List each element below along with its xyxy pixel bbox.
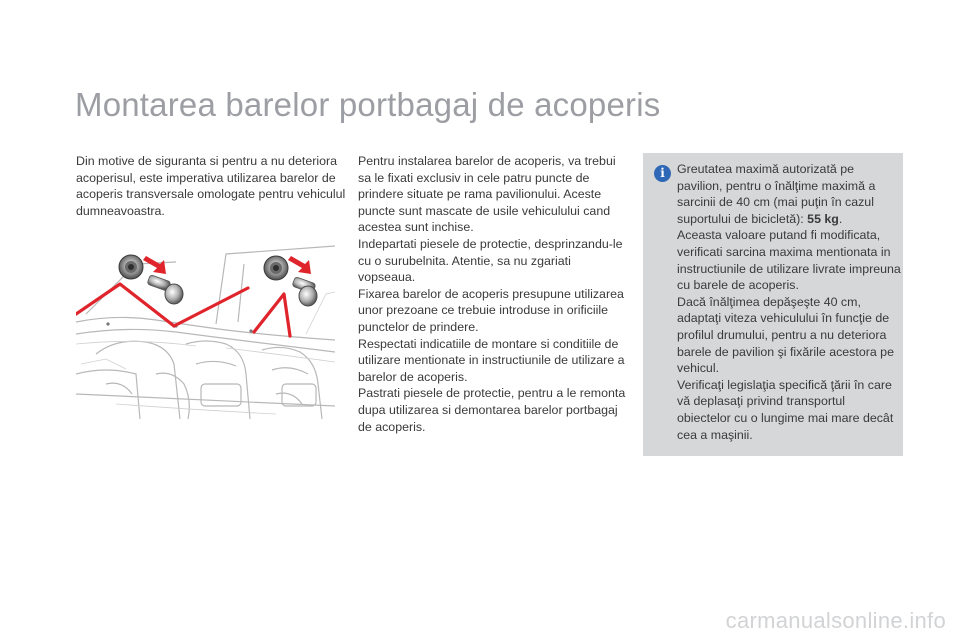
info-paragraph: Dacă înălţimea depăşeşte 40 cm, adaptaţi viteza vehiculului în funcţie de profilul drumului, pentru a nu deteriora barele de pavilion şi fixările acestora pe vehicul.	[677, 294, 894, 376]
instructions-column	[358, 153, 626, 435]
watermark: carmanualsonline.info	[725, 608, 946, 633]
info-icon: i	[654, 165, 671, 182]
info-text	[677, 161, 901, 443]
info-paragraph: Aceasta valoare putand fi modificata, verificati sarcina maxima mentionata in instructiunile de utilizare livrate impreuna cu barele de acoperis.	[677, 228, 901, 293]
instruction-paragraph: Fixarea barelor de acoperis presupune utilizarea unor prezoane ce trebuie introduse in orificiile punctelor de prindere.	[358, 286, 624, 334]
max-load-paragraph	[677, 161, 901, 227]
instruction-paragraph: Pastrati piesele de protectie, pentru a le remonta dupa utilizarea si demontarea barelor portbagaj de acoperis.	[358, 386, 626, 434]
intro-column	[76, 153, 346, 219]
red-arrow-left	[143, 256, 166, 274]
info-paragraph: Verificaţi legislaţia specifică ţării în care vă deplasaţi privind transportul obiectelor cu o lungime mai mare decât cea a maşinii.	[677, 377, 894, 442]
max-load-value: 55 kg	[807, 211, 839, 226]
intro-paragraph: Din motive de siguranta si pentru a nu deteriora acoperisul, este imperativa utilizarea barelor de acoperis transversale omologate pentru vehiculul dumneavoastra.	[76, 154, 346, 218]
car-interior-sketch	[76, 246, 335, 419]
instruction-paragraph: Respectati indicatiile de montare si conditiile de utilizare mentionate in instructiunile de utilizare a barelor de acoperis.	[358, 336, 625, 384]
protective-plug-left	[119, 255, 143, 279]
max-load-text: Greutatea maximă autorizată pe pavilion, pentru o înălţime maximă a sarcinii de 40 cm (mai puţin în cazul suportului de bicicletă):	[677, 162, 876, 226]
max-load-suffix: .	[838, 211, 843, 226]
protective-plug-right	[264, 256, 288, 280]
stud-bolt-left	[147, 275, 183, 304]
info-box	[643, 153, 903, 456]
roof-bar-mounting-illustration	[76, 234, 335, 419]
instruction-paragraph: Pentru instalarea barelor de acoperis, va trebui sa le fixati exclusiv in cele patru puncte de prindere situate pe rama pavilionului. Aceste puncte sunt mascate de usile vehiculului cand acestea sunt inchise.	[358, 154, 616, 235]
red-arrow-right	[288, 256, 311, 274]
page-title: Montarea barelor portbagaj de acoperis	[75, 86, 661, 123]
stud-bolt-right	[292, 277, 317, 306]
instruction-paragraph: Indepartati piesele de protectie, desprinzandu-le cu o surubelnita. Atentie, sa nu zgariati vopseaua.	[358, 236, 623, 285]
